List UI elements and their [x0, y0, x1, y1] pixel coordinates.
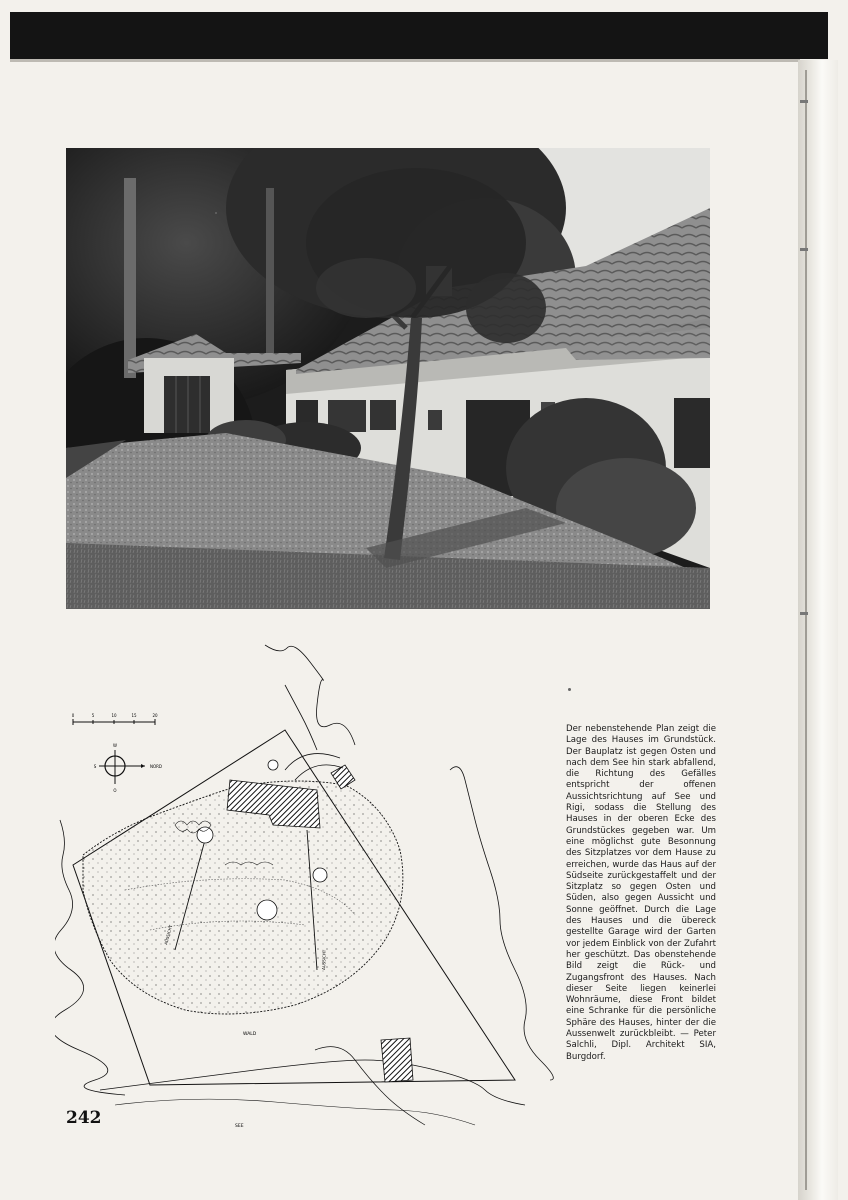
shore-edge-line — [450, 767, 553, 1080]
garden-lawn-area — [83, 781, 403, 1014]
scale-tick-label: 10 — [111, 713, 117, 718]
house-photo-drawing — [66, 148, 710, 609]
spine-mark — [800, 248, 808, 251]
scale-tick-label: 15 — [131, 713, 137, 718]
spine-mark — [800, 100, 808, 103]
scale-tick-label: 5 — [91, 713, 95, 718]
view-label: AUSSICHT — [321, 949, 327, 971]
scale-tick-label: 0 — [71, 713, 75, 718]
boathouse-footprint — [381, 1038, 413, 1082]
tree-symbol — [268, 760, 278, 770]
view-label: AUSSICHT — [163, 924, 174, 946]
site-plan-drawing — [55, 640, 555, 1140]
scan-speck — [568, 688, 571, 691]
forest-label: WALD — [243, 1032, 257, 1037]
lake-label: SEE — [235, 1124, 244, 1129]
scan-top-bar — [10, 12, 828, 59]
page-edge-line — [805, 70, 807, 1190]
compass-west: W — [113, 743, 117, 748]
scale-bar — [72, 713, 158, 725]
page-number: 242 — [66, 1108, 102, 1128]
road-edge-line — [285, 685, 317, 750]
compass-south: S — [93, 764, 97, 769]
compass-east: O — [113, 788, 117, 793]
spine-mark — [800, 612, 808, 615]
compass-rose — [94, 743, 162, 793]
lake-shore-line — [115, 1099, 475, 1125]
article-text: Der nebenstehende Plan zeigt die Lage des Hauses im Grundstück. Der Bauplatz ist gegen Osten und nach dem See hin stark abfallend, die Richtung des Gefälles entspricht der offenen Aussichtsrichtung auf See und Rigi, sodass die Stellung des Hauses in der oberen Ecke des Grundstückes gegeben war. Um eine möglichst gute Besonnung des Sitzplatzes vor dem Hause zu erreichen, wurde das Haus auf der Südseite zurückgestaffelt und der Sitzplatz so gegen Osten und Süden, also gegen Aussicht und Sonne geöffnet. Durch die Lage des Hauses und die übereck gestellte Garage wird der Garten vor jedem Einblick von der Zufahrt her geschützt. Das obenstehende Bild zeigt die Rück- und Zugangsfront des Hauses. Nach dieser Seite liegen keinerlei Wohnräume, diese Front bildet eine Schranke für die persönliche Sphäre des Hauses, hinter der die Aussenwelt zurückbleibt. — Peter Salchli, Dipl. Architekt SIA, Burgdorf. — [566, 724, 716, 1062]
house-photograph — [66, 148, 710, 609]
compass-north: NORD — [150, 764, 162, 769]
site-plan — [55, 640, 555, 1140]
book-spine — [798, 60, 838, 1200]
scan-top-shadow — [10, 59, 800, 62]
scale-tick-label: 20 — [152, 713, 158, 718]
tree-symbol — [257, 900, 277, 920]
tree-symbol — [313, 868, 327, 882]
scan-speck — [215, 212, 217, 214]
road-edge-line — [265, 645, 355, 745]
